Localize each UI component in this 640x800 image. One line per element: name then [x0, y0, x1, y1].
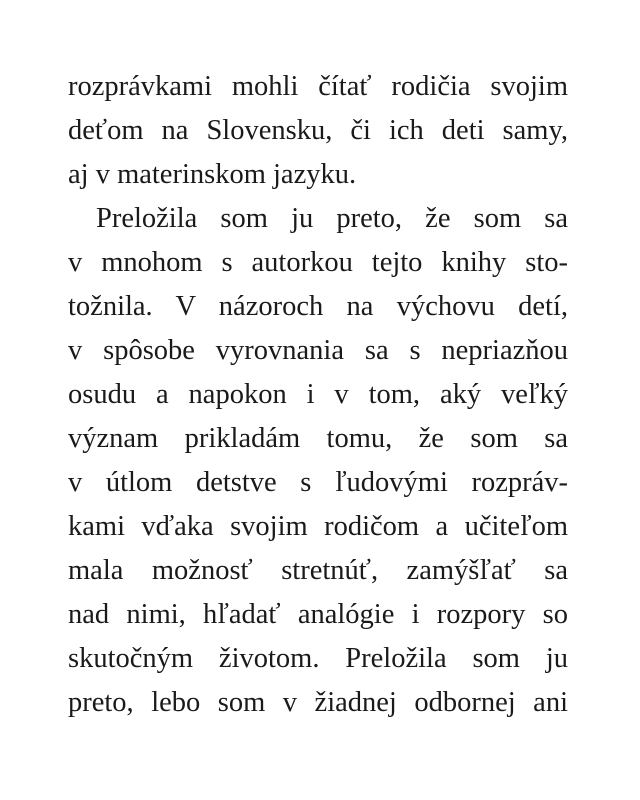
text-line: skutočným životom. Preložila som ju — [68, 643, 568, 674]
text-line: v spôsobe vyrovnania sa s nepriazňou — [68, 335, 568, 366]
text-line: aj v materinskom jazyku. — [68, 159, 357, 190]
text-line: preto, lebo som v žiadnej odbornej ani — [68, 687, 568, 718]
text-line: kami vďaka svojim rodičom a učiteľom — [68, 511, 568, 542]
text-line: rozprávkami mohli čítať rodičia svojim — [68, 71, 568, 102]
text-line: význam prikladám tomu, že som sa — [68, 423, 568, 454]
text-line: nad nimi, hľadať analógie i rozpory so — [68, 599, 568, 630]
text-line: v útlom detstve s ľudovými rozpráv- — [68, 467, 568, 498]
text-line: tožnila. V názoroch na výchovu detí, — [68, 291, 568, 322]
body-text — [68, 70, 568, 730]
text-line: mala možnosť stretnúť, zamýšľať sa — [68, 555, 568, 586]
text-line: osudu a napokon i v tom, aký veľký — [68, 379, 568, 410]
text-line: Preložila som ju preto, že som sa — [96, 203, 568, 234]
text-line: deťom na Slovensku, či ich deti samy, — [68, 115, 568, 146]
text-line: v mnohom s autorkou tejto knihy sto- — [68, 247, 568, 278]
